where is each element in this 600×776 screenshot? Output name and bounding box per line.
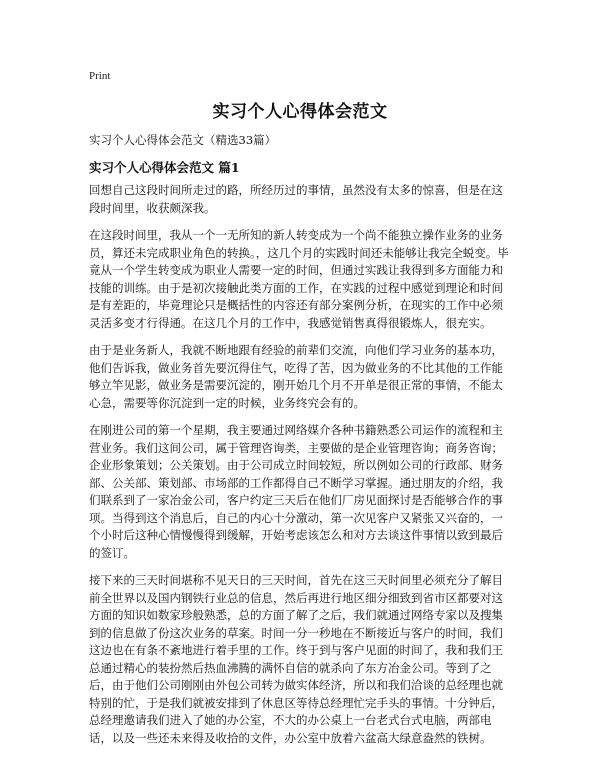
paragraph: 由于是业务新人，我就不断地跟有经验的前辈们交流，向他们学习业务的基本功，他们告诉我，做业务首先要沉得住气，吃得了苦，因为做业务的不比其他的工作能够立竿见影，做业务是需要沉淀的，刚开始几个月不开单是很正常的事情，不能太心急，需要等你沉淀到一定的时候，业务终究会有的。 bbox=[89, 343, 503, 410]
article-body bbox=[89, 182, 514, 747]
section-heading: 实习个人心得体会范文 篇1 bbox=[89, 160, 240, 175]
subtitle: 实习个人心得体会范文（精选33篇） bbox=[89, 133, 277, 147]
page-title: 实习个人心得体会范文 bbox=[212, 102, 388, 122]
paragraph: 接下来的三天时间堪称不见天日的三天时间，首先在这三天时间里必须充分了解目前全世界以及国内钢铁行业总的信息，然后再进行地区细分细致到省市区都要对这方面的知识如数家珍般熟悉，总的方面了解了之后，我们就通过网络专家以及搜集到的信息做了份这次业务的草案。时间一分一秒地在不断接近与客户的时间，我们这边也在有条不紊地进行着手里的工作。终于到与客户见面的时间了，我和我们王总通过精心的装扮然后热血沸腾的满怀自信的就杀向了东方冶金公司。等到了之后，由于他们公司刚刚由外包公司转为做实体经济，所以和我们洽谈的总经理也就特别的忙，于是我们就被安排到了休息区等待总经理忙完手头的事情。十分钟后，总经理邀请我们进入了她的办公室，不大的办公桌上一台老式台式电脑，两部电话，以及一些还未来得及收拾的文件，办公室中放着六盆高大绿意盎然的铁树。 bbox=[89, 573, 503, 745]
paragraph: 在这段时间里，我从一个一无所知的新人转变成为一个尚不能独立操作业务的业务员，算还未完成职业角色的转换。，这几个月的实践时间还未能够让我完全蜕变。毕竟从一个学生转变成为职业人需要一定的时间，但通过实践让我得到多方面能力和技能的训练。由于是初次接触此类方面的工作，在实践的过程中感觉到理论和时间是有差距的，毕竟理论只是概括性的内容还有部分案例分析，在现实的工作中必须灵活多变才行得通。在这几个月的工作中，我感觉销售真得很锻炼人，很充实。 bbox=[89, 228, 509, 330]
paragraph: 在刚进公司的第一个星期，我主要通过网络媒介各种书籍熟悉公司运作的流程和主营业务。我们这间公司，属于管理咨询类，主要做的是企业管理咨询；商务咨询；企业形象策划；公关策划。由于公司成立时间较短，所以例如公司的行政部、财务部、公关部、策划部、市场部的工作都得自己不断学习掌握。通过朋友的介绍，我们联系到了一家冶金公司，客户约定三天后在他们厂房见面探讨是否能够合作的事项。当得到这个消息后，自己的内心十分激动，第一次见客户又紧张又兴奋的，一个小时后这种心情慢慢得到缓解，开始考虑该怎么和对方去谈这件事情以致到最后的签订。 bbox=[89, 423, 503, 560]
print-link[interactable]: Print bbox=[89, 70, 111, 82]
paragraph: 回想自己这段时间所走过的路，所经历过的事情，虽然没有太多的惊喜，但是在这段时间里，收获颇深我。 bbox=[89, 183, 503, 215]
